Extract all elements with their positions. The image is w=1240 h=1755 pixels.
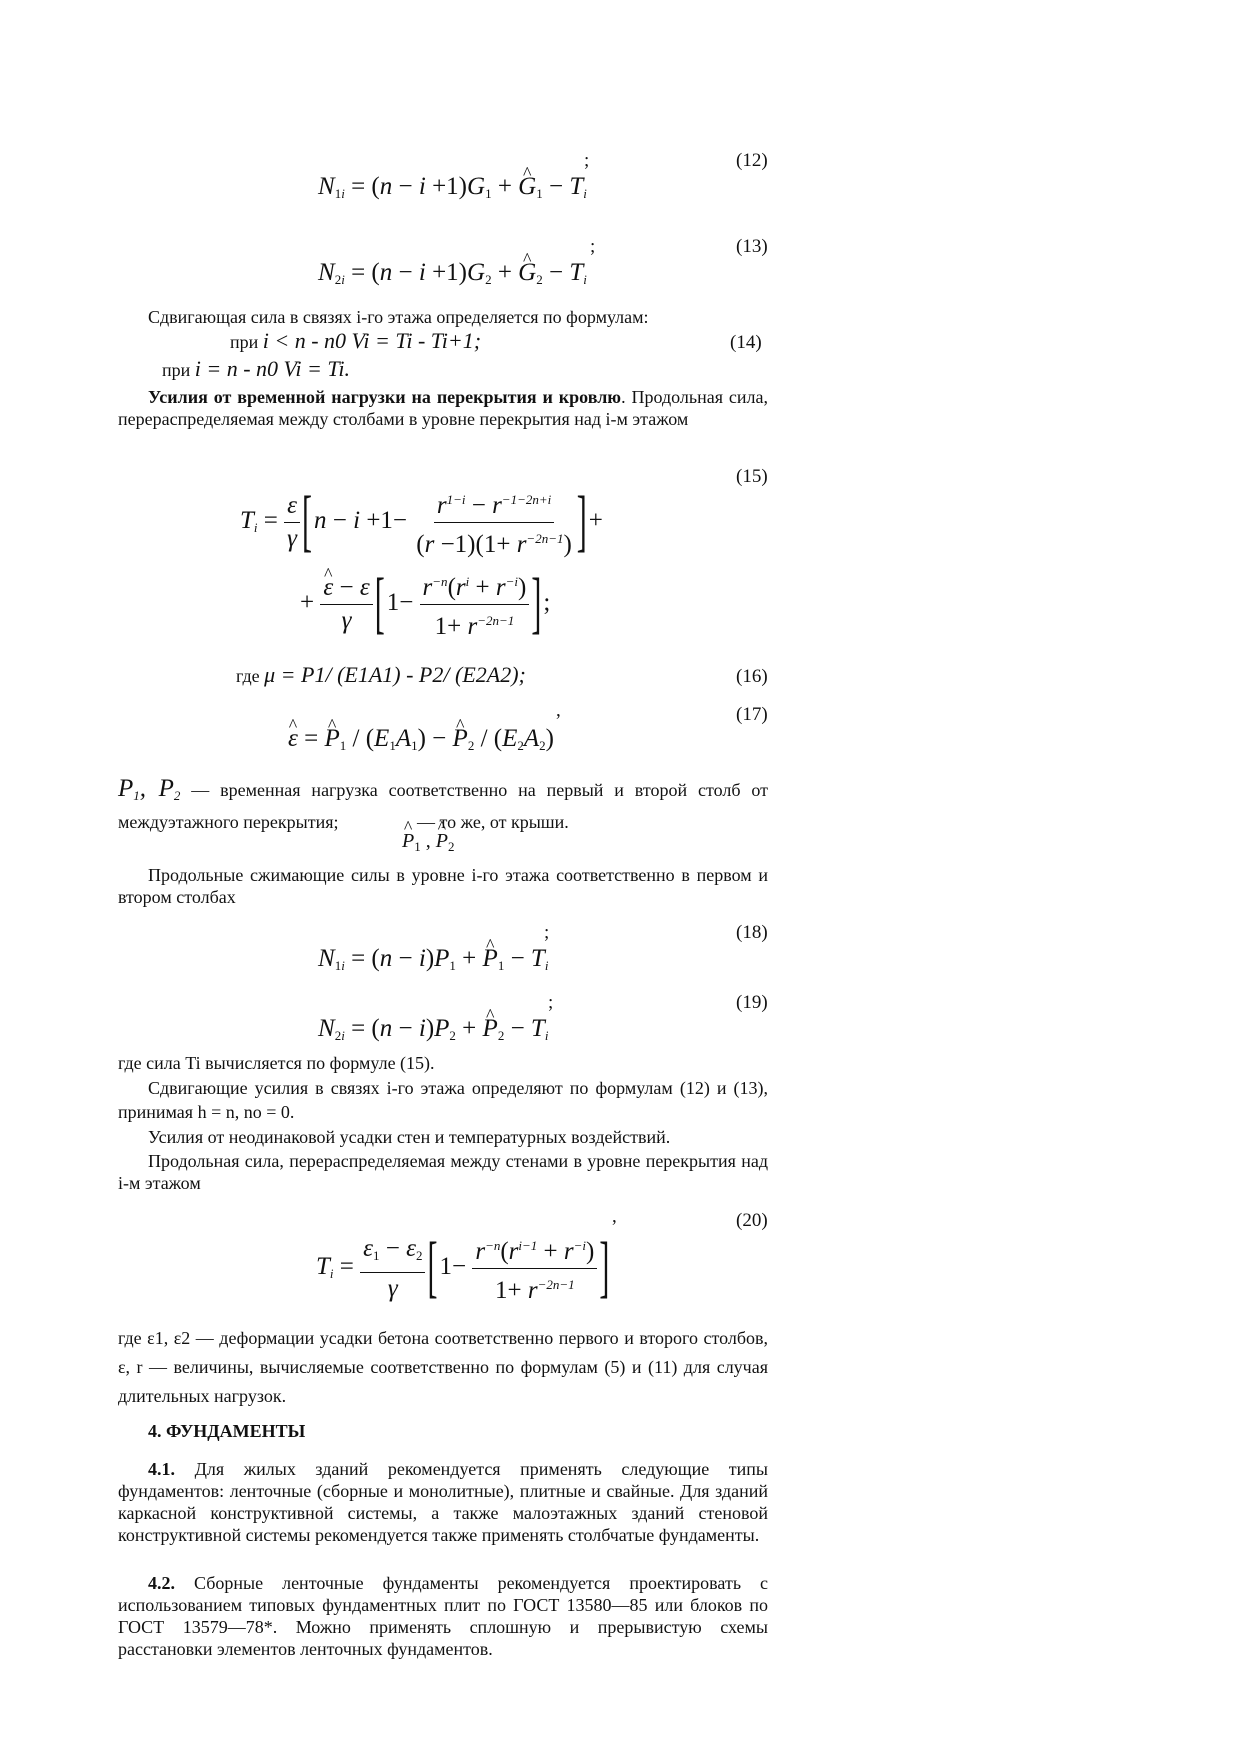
live-load-heading: Усилия от временной нагрузки на перекрытия и кровлю	[148, 387, 622, 407]
p-definition: $P_1$, $P_2$ — временная нагрузка соответственно на первый и второй столб от междуэтажного перекрытия; — то же, от крыши.	[118, 775, 768, 832]
formula-17-number: (17)	[736, 704, 768, 725]
paragraph-4-1	[118, 1458, 768, 1546]
condition-1	[230, 330, 481, 353]
formula-20-comma: ,	[612, 1206, 617, 1227]
formula-19-semicolon: ;	[548, 992, 554, 1013]
p-definition-text-1: — временная нагрузка соответственно на первый и второй столб от междуэтажного перекрытия;	[118, 780, 768, 832]
paragraph-4-1-number: 4.1.	[148, 1459, 175, 1479]
formula-16-number: (16)	[736, 666, 768, 687]
formula-18-semicolon: ;	[544, 922, 550, 943]
formula-12: $N_{1i} = (n - i +1)G_1$ + ^ $G_1 - T_i$	[318, 172, 587, 209]
condition-1-formula: i < n - n0 Vi = Ti - Ti+1;	[262, 328, 482, 353]
ti-reference-text: где сила Ti вычисляется по формуле (15).	[118, 1053, 435, 1073]
shrinkage-heading: Усилия от неодинаковой усадки стен и температурных воздействий.	[148, 1127, 671, 1147]
shear-intro-text: Сдвигающая сила в связях i-го этажа определяется по формулам:	[148, 307, 649, 327]
formula-13-semicolon: ;	[590, 236, 596, 257]
live-load-text: . Продольная сила, перераспределяемая между столбами в уровне перекрытия над i-м этажом	[118, 387, 769, 429]
where-label: где	[236, 666, 260, 686]
shear-forces-text: Сдвигающие усилия в связях i-го этажа определяют по формулам (12) и (13), принимая h = n, no = 0.	[118, 1078, 768, 1122]
condition-when-label: при	[230, 332, 259, 352]
formula-19-number: (19)	[736, 992, 768, 1013]
condition-2	[162, 358, 350, 381]
formula-20: $T_i$ = $\frac{\varepsilon_1 - \varepsilon_2}{\gamma}$ [1− $\frac{r^{-n}(r^{i-1} + r^{-i})}{1+ r^{-2n-1}}$ ]	[316, 1229, 610, 1306]
paragraph-4-2	[118, 1572, 768, 1660]
p-definition-text-2: — то же, от крыши.	[417, 812, 569, 832]
formula-13-number: (13)	[736, 236, 768, 257]
epsilon-definition-text: где ε1, ε2 — деформации усадки бетона соответственно первого и второго столбов, ε, r — величины, вычисляемые соответственно по формулам (5) и (11) для случая длительных нагрузок.	[118, 1328, 768, 1406]
section-title	[148, 1420, 305, 1442]
mu-definition: μ = P1/ (E1A1) - P2/ (E2A2);	[264, 662, 526, 687]
formula-15-line2: + ^ $\frac{\varepsilon - \varepsilon}{\gamma}$ [1− $\frac{r^{-n}(r^i + r^{-i})}{1+ r^{-2n-1}}$ ];	[300, 568, 550, 641]
formula-19: $N_{2i} = (n - i)P_2$ + ^ $P_2 - T_i$	[318, 1014, 548, 1051]
formula-17-comma: ,	[556, 700, 561, 721]
formula-17: ^ ε = ^ $P_1 / (E_1A_1)$ − ^ $P_2 / (E_2A_2)$	[288, 724, 554, 761]
formula-15-number: (15)	[736, 466, 768, 487]
condition-when-label-2: при	[162, 360, 191, 380]
formula-13: $N_{2i} = (n - i +1)G_2$ + ^ $G_2 - T_i$	[318, 258, 587, 295]
formula-18: $N_{1i} = (n - i)P_1$ + ^ $P_1 - T_i$	[318, 944, 548, 981]
compression-forces-text: Продольные сжимающие силы в уровне i-го этажа соответственно в первом и втором столбах	[118, 865, 768, 907]
formula-15-line1: $T_i$ = $\frac{\varepsilon}{\gamma}$ [n − i +1− $\frac{r^{1-i} - r^{-1-2n+i}}{(r -1)(1+ r^{-2n-1})}$ ]+	[240, 483, 603, 560]
formula-12-semicolon: ;	[584, 150, 590, 171]
condition-2-formula: i = n - n0 Vi = Ti.	[194, 356, 350, 381]
formula-16	[236, 664, 526, 687]
formula-14-number: (14)	[730, 332, 762, 353]
formula-12-number: (12)	[736, 150, 768, 171]
paragraph-4-2-number: 4.2.	[148, 1573, 175, 1593]
section-title-text: 4. ФУНДАМЕНТЫ	[148, 1421, 306, 1441]
formula-18-number: (18)	[736, 922, 768, 943]
p-hat-symbols: ^ $P_1$ , ^ $P_2$	[402, 826, 454, 862]
shrinkage-text: Продольная сила, перераспределяемая между стенами в уровне перекрытия над i-м этажом	[118, 1151, 768, 1193]
paragraph-4-2-text: Сборные ленточные фундаменты рекомендуется проектировать с использованием типовых фундаментных плит по ГОСТ 13580—85 или блоков по ГОСТ 13579—78*. Можно применять сплошную и прерывистую схемы расстановки элементов ленточных фундаментов.	[118, 1573, 769, 1659]
paragraph-4-1-text: Для жилых зданий рекомендуется применять следующие типы фундаментов: ленточные (сборные и монолитные), плитные и свайные. Для зданий каркасной конструктивной системы, а также малоэтажных зданий стеновой конструктивной системы рекомендуется также применять столбчатые фундаменты.	[118, 1459, 768, 1545]
live-load-paragraph	[118, 386, 768, 430]
formula-20-number: (20)	[736, 1210, 768, 1231]
